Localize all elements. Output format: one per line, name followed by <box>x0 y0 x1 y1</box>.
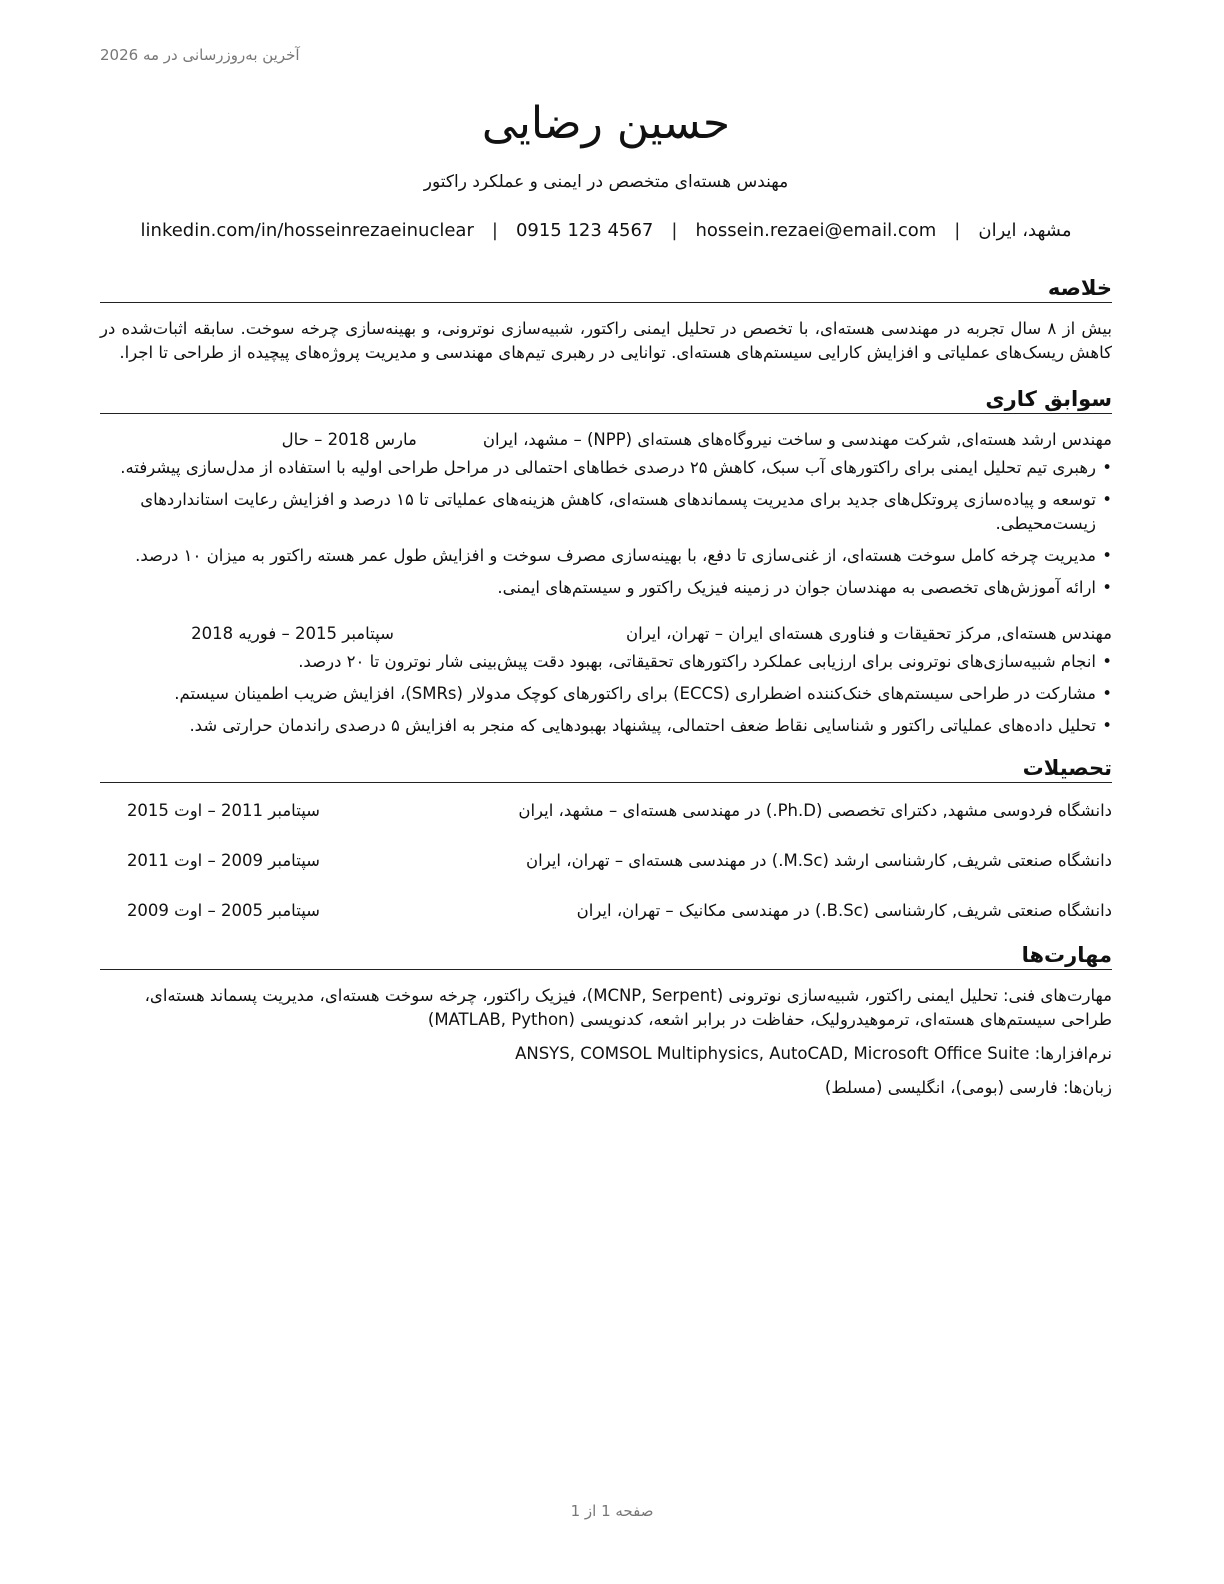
job-entry <box>100 622 1112 738</box>
education-date: سپتامبر 2009 – اوت 2011 <box>126 851 320 870</box>
skills-heading: مهارت‌ها <box>100 941 1112 970</box>
job-bullet: • مشارکت در طراحی سیستم‌های خنک‌کننده اضطراری (ECCS) برای راکتورهای کوچک مدولار (SMRs)، افزایش ضریب اطمینان سیستم. <box>94 682 1112 706</box>
job-bullet: • رهبری تیم تحلیل ایمنی برای راکتورهای آب سبک، کاهش ۲۵ درصدی خطاهای احتمالی در مراحل طراحی اولیه با استفاده از مدل‌سازی پیشرفته. <box>100 456 1112 480</box>
contact-separator: | <box>491 220 498 241</box>
job-date: سپتامبر 2015 – فوریه 2018 <box>191 624 394 643</box>
job-bullet: • مدیریت چرخه کامل سوخت هسته‌ای، از غنی‌سازی تا دفع، با بهینه‌سازی مصرف سوخت و افزایش طول عمر هسته راکتور به میزان ۱۰ درصد. <box>100 544 1112 568</box>
education-item <box>100 849 1112 873</box>
job-bullets <box>100 650 1112 738</box>
last-updated-note: آخرین به‌روزرسانی در مه 2026 <box>100 46 300 64</box>
job-bullet: • ارائه آموزش‌های تخصصی به مهندسان جوان در زمینه فیزیک راکتور و سیستم‌های ایمنی. <box>100 576 1112 600</box>
education-degree: دانشگاه فردوسی مشهد, دکترای تخصصی (Ph.D.) در مهندسی هسته‌ای – مشهد، ایران <box>518 801 1112 820</box>
summary-text: بیش از ۸ سال تجربه در مهندسی هسته‌ای، با تخصص در تحلیل ایمنی راکتور، شبیه‌سازی نوترونی، و بهینه‌سازی چرخه سوخت. سابقه اثبات‌شده در کاهش ریسک‌های عملیاتی و افزایش کارایی سیستم‌های هسته‌ای. توانایی در رهبری تیم‌های مهندسی و مدیریت پروژه‌های پیچیده از طراحی تا اجرا. <box>100 319 1112 362</box>
contact-linkedin[interactable]: linkedin.com/in/hosseinrezaeinuclear <box>140 220 474 241</box>
skills-languages: زبان‌ها: فارسی (بومی)، انگلیسی (مسلط) <box>824 1078 1112 1097</box>
job-bullet: • تحلیل داده‌های عملیاتی راکتور و شناسایی نقاط ضعف احتمالی، پیشنهاد بهبودهایی که منجر به افزایش ۵ درصدی راندمان حرارتی شد. <box>94 714 1112 738</box>
page-number: صفحه 1 از 1 <box>570 1502 654 1520</box>
skills-software: نرم‌افزارها: ANSYS, COMSOL Multiphysics, AutoCAD, Microsoft Office Suite <box>515 1044 1112 1063</box>
job-bullet: • توسعه و پیاده‌سازی پروتکل‌های جدید برای مدیریت پسماندهای هسته‌ای، کاهش هزینه‌های عملیاتی تا ۱۵ درصد و افزایش رعایت استانداردهای زیست‌محیطی. <box>100 488 1112 536</box>
education-date: سپتامبر 2011 – اوت 2015 <box>126 801 320 820</box>
candidate-title: مهندس هسته‌ای متخصص در ایمنی و عملکرد راکتور <box>423 172 789 192</box>
contact-location: مشهد، ایران <box>978 220 1072 241</box>
job-header <box>100 622 1112 646</box>
job-date: مارس 2018 – حال <box>281 430 417 449</box>
contact-phone[interactable]: 0915 123 4567 <box>515 220 654 241</box>
education-item <box>100 899 1112 923</box>
job-bullet: • انجام شبیه‌سازی‌های نوترونی برای ارزیابی عملکرد راکتورهای تحقیقاتی، بهبود دقت پیش‌بینی شار نوترون تا ۲۰ درصد. <box>100 650 1112 674</box>
job-bullets <box>100 456 1112 600</box>
contact-separator: | <box>671 220 678 241</box>
job-header <box>100 428 1112 452</box>
education-heading: تحصیلات <box>100 754 1112 783</box>
job-role: مهندس هسته‌ای, مرکز تحقیقات و فناوری هسته‌ای ایران – تهران، ایران <box>625 624 1112 643</box>
contact-line <box>100 218 1112 244</box>
resume-page <box>100 92 1112 1100</box>
summary-heading: خلاصه <box>100 274 1112 303</box>
experience-heading: سوابق کاری <box>100 385 1112 414</box>
job-role: مهندس ارشد هسته‌ای, شرکت مهندسی و ساخت نیروگاه‌های هسته‌ای (NPP) – مشهد، ایران <box>482 430 1112 449</box>
candidate-name: حسین رضایی <box>481 98 731 149</box>
skills-technical: مهارت‌های فنی: تحلیل ایمنی راکتور، شبیه‌سازی نوترونی (MCNP, Serpent)، فیزیک راکتور، چرخه سوخت هسته‌ای، مدیریت پسماند هسته‌ای، طراحی سیستم‌های هسته‌ای، ترموهیدرولیک، حفاظت در برابر اشعه، کدنویسی (MATLAB, Python) <box>144 986 1112 1029</box>
contact-email[interactable]: hossein.rezaei@email.com <box>695 220 937 241</box>
education-item <box>100 799 1112 823</box>
job-entry <box>100 428 1112 600</box>
contact-separator: | <box>954 220 961 241</box>
education-degree: دانشگاه صنعتی شریف, کارشناسی ارشد (M.Sc.) در مهندسی هسته‌ای – تهران، ایران <box>526 851 1112 870</box>
education-date: سپتامبر 2005 – اوت 2009 <box>126 901 320 920</box>
education-degree: دانشگاه صنعتی شریف, کارشناسی (B.Sc.) در مهندسی مکانیک – تهران، ایران <box>576 901 1112 920</box>
